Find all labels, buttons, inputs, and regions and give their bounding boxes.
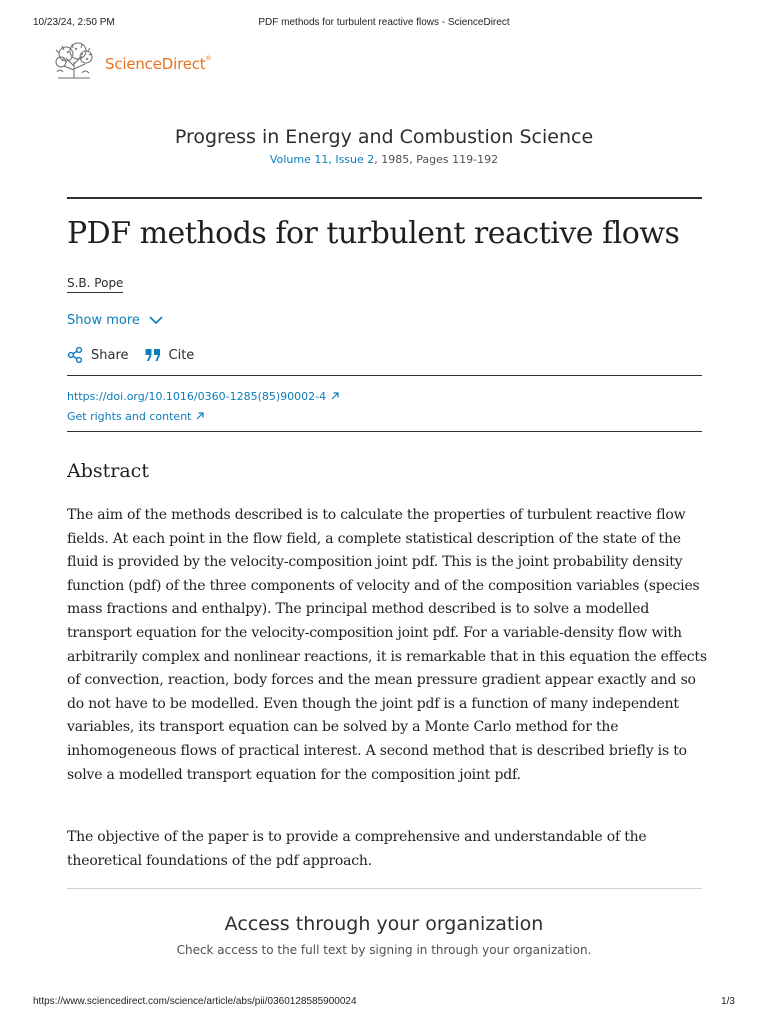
journal-meta (0, 153, 768, 166)
chevron-down-icon (149, 316, 163, 325)
print-page-title: PDF methods for turbulent reactive flows - ScienceDirect (258, 17, 510, 28)
share-icon (67, 347, 83, 363)
print-timestamp: 10/23/24, 2:50 PM (33, 17, 115, 28)
abstract-paragraph: The objective of the paper is to provide a comprehensive and understandable of the theoretical foundations of the pdf approach. (67, 829, 647, 869)
brand-name: ScienceDirect® (105, 55, 212, 73)
print-url: https://www.sciencedirect.com/science/article/abs/pii/0360128585900024 (33, 996, 357, 1007)
rights-link[interactable] (67, 406, 339, 426)
links-top-divider (67, 375, 702, 376)
doi-link[interactable] (67, 386, 339, 406)
print-page-number: 1/3 (721, 996, 735, 1007)
article-links (67, 386, 339, 426)
show-more-label: Show more (67, 313, 140, 328)
links-bottom-divider (67, 431, 702, 432)
rights-text: Get rights and content (67, 409, 192, 423)
sciencedirect-logo[interactable] (52, 42, 211, 80)
elsevier-tree-icon (52, 42, 96, 80)
share-button[interactable] (67, 347, 129, 363)
journal-block (0, 126, 768, 166)
journal-name[interactable]: Progress in Energy and Combustion Science (174, 126, 594, 148)
article-actions (67, 347, 210, 363)
access-divider (67, 888, 702, 889)
external-link-icon (196, 412, 204, 420)
article-title: PDF methods for turbulent reactive flows (67, 216, 680, 251)
share-label: Share (91, 347, 129, 363)
external-link-icon (331, 392, 339, 400)
abstract-paragraph: The aim of the methods described is to calculate the properties of turbulent reactive flow fields. At each point in the flow field, a complete statistical description of the state of the fluid is provided by the velocity-composition joint pdf. This is the joint probability density function (pdf) of the three components of velocity and of the composition variables (species mass fractions and enthalpy). The principal method described is to solve a modelled transport equation for the velocity-composition joint pdf. For a variable-density flow with arbitrarily complex and nonlinear reactions, it is remarkable that in this equation the effects of convection, reaction, body forces and the mean pressure gradient appear exactly and so do not have to be modelled. Even though the joint pdf is a function of many independent variables, its transport equation can be solved by a Monte Carlo method for the inhomogeneous flows of practical interest. A second method that is described briefly is to solve a modelled transport equation for the composition joint pdf. (67, 507, 707, 783)
access-subtitle: Check access to the full text by signing in through your organization. (176, 943, 592, 957)
abstract-heading: Abstract (67, 460, 149, 482)
show-more-button[interactable] (67, 313, 163, 328)
volume-issue-link[interactable]: Volume 11, Issue 2 (269, 153, 375, 166)
author-link[interactable]: S.B. Pope (67, 276, 123, 293)
access-title: Access through your organization (224, 913, 544, 935)
access-section (0, 913, 768, 957)
cite-button[interactable] (145, 348, 195, 363)
quote-icon (145, 348, 161, 362)
cite-label: Cite (168, 347, 195, 363)
title-divider (67, 197, 702, 199)
doi-text: https://doi.org/10.1016/0360-1285(85)90002-4 (67, 389, 327, 403)
journal-details: , 1985, Pages 119-192 (374, 153, 499, 166)
